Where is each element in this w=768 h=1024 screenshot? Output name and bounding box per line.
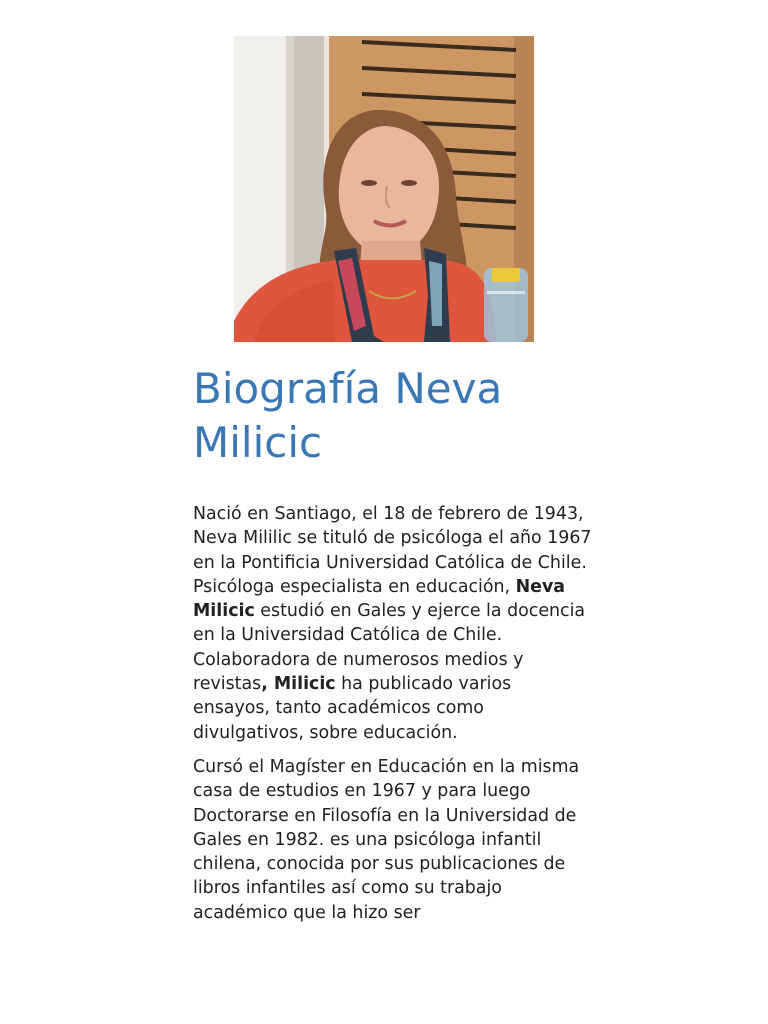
paragraph-1: Nació en Santiago, el 18 de febrero de 1943, Neva Mililic se tituló de psicóloga el año 1967 en la Pontificia Universidad Católica de Chile. Psicóloga especialista en educación, Neva Milicic estudió en Gales y ejerce la docencia en la Universidad Católica de Chile. Colaboradora de numerosos medios y revistas, Milicic ha publicado varios ensayos, tanto académicos como divulgativos, sobre educación. — [193, 504, 592, 743]
paragraph-2: Cursó el Magíster en Educación en la misma casa de estudios en 1967 y para luego Doctorarse en Filosofía en la Universidad de Gales en 1982. es una psicóloga infantil chilena, conocida por sus publicaciones de libros infantiles así como su trabajo académico que la hizo ser — [193, 756, 580, 923]
bold-name: Neva Milicic — [193, 576, 566, 622]
page-title: Biografía Neva Milicic — [193, 364, 503, 467]
bold-surname: , Milicic — [261, 674, 336, 695]
portrait-photo — [234, 36, 534, 342]
biography-text — [193, 502, 593, 935]
